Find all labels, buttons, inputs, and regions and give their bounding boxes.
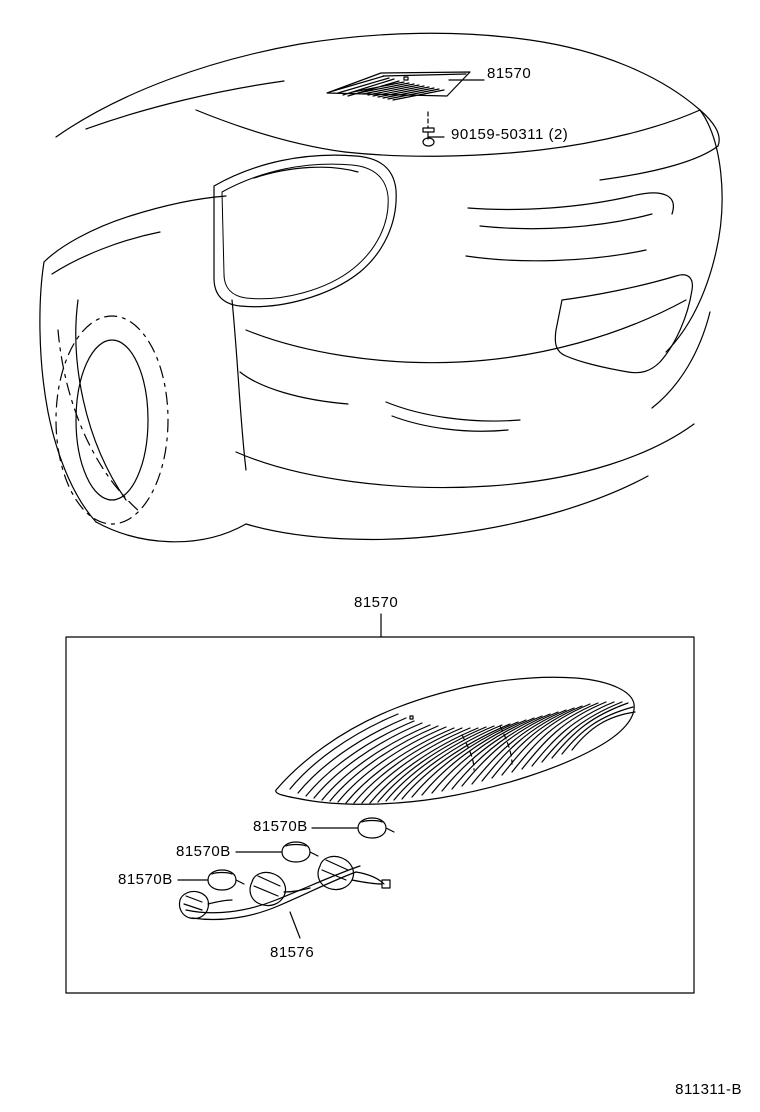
callout-81570b-mid: 81570B xyxy=(176,843,231,860)
stop-lamp-lens xyxy=(276,677,635,804)
bulb-upper xyxy=(358,818,394,838)
bulb-mid xyxy=(282,842,318,862)
socket-harness-81576 xyxy=(179,856,390,919)
high-mount-stop-lamp-top xyxy=(327,72,470,100)
detail-heading-81570: 81570 xyxy=(354,594,399,611)
callout-81570b-lower: 81570B xyxy=(118,871,173,888)
bulb-lower xyxy=(208,870,244,890)
detail-box xyxy=(66,614,694,993)
diagram-code: 811311-B xyxy=(675,1081,742,1098)
callout-81570b-upper: 81570B xyxy=(253,818,308,835)
callout-81576: 81576 xyxy=(270,944,315,961)
screw-symbol xyxy=(423,112,434,146)
callout-81570-top: 81570 xyxy=(487,65,532,82)
leader-81576 xyxy=(290,912,300,938)
callout-90159-50311: 90159-50311 (2) xyxy=(451,126,569,143)
car-rear-illustration xyxy=(40,33,722,542)
